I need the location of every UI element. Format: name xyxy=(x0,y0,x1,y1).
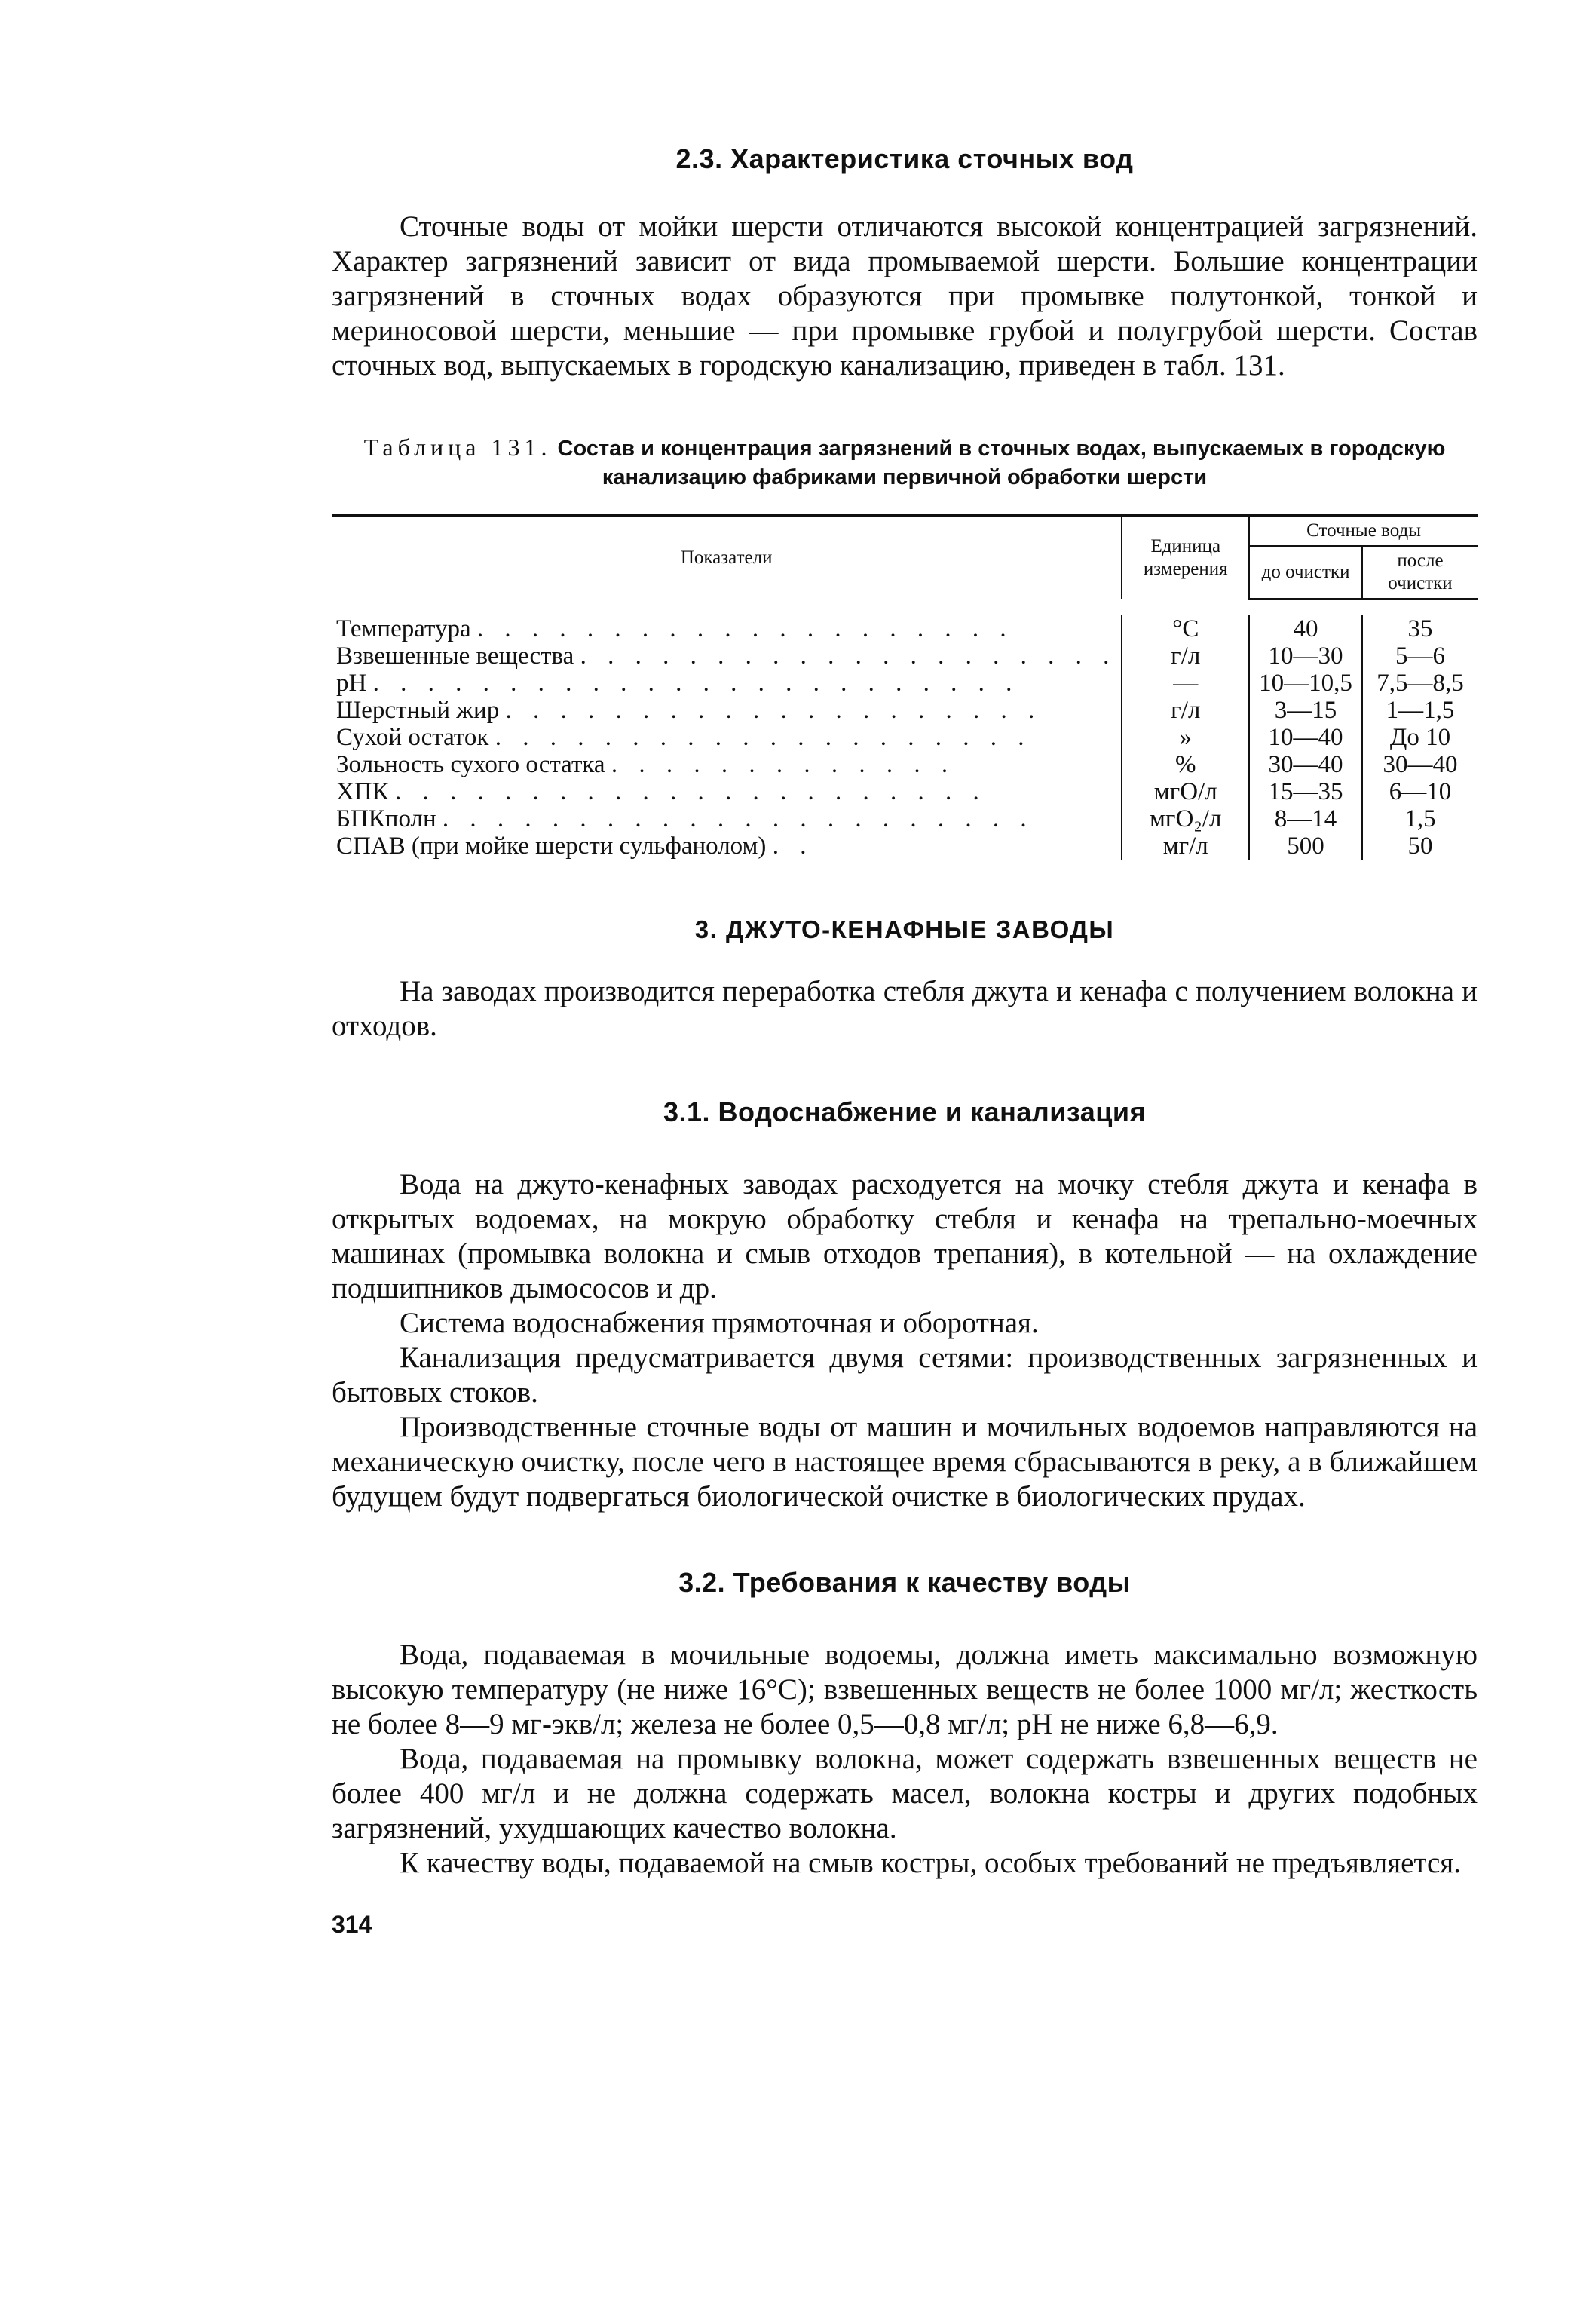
row-before: 10—30 xyxy=(1249,642,1362,670)
row-unit: % xyxy=(1122,751,1249,778)
row-before: 15—35 xyxy=(1249,778,1362,805)
row-before: 10—40 xyxy=(1249,724,1362,751)
row-name: Взвешенные вещества . . . . . . . . . . . . . . . . . . . . xyxy=(336,642,1117,670)
heading-3-2: 3.2. Требования к качеству воды xyxy=(678,1567,1131,1598)
row-unit: г/л xyxy=(1122,642,1249,670)
table-row xyxy=(332,642,1478,670)
heading-3-1: 3.1. Водоснабжение и канализация xyxy=(663,1096,1147,1127)
row-name: СПАВ (при мойке шерсти сульфанолом) . . xyxy=(336,832,814,860)
row-before: 30—40 xyxy=(1249,751,1362,778)
paragraph-3-1-c: Канализация предусматривается двумя сетями: производственных загрязненных и бытовых стоков. xyxy=(332,1341,1478,1409)
table-row xyxy=(332,724,1478,751)
table-row xyxy=(332,832,1478,860)
row-unit: мг/л xyxy=(1122,832,1249,860)
row-unit: » xyxy=(1122,724,1249,751)
table-row xyxy=(332,670,1478,697)
paragraph-3-2-b: Вода, подаваемая на промывку волокна, может содержать взвешенных веществ не более 400 мг/л и не должна содержать масел, волокна костры и других подобных загрязнений, ухудшающих качество волокна. xyxy=(332,1743,1478,1844)
table-row xyxy=(332,751,1478,778)
row-after: 5—6 xyxy=(1362,642,1478,670)
paragraph-3-2-a: Вода, подаваемая в мочильные водоемы, должна иметь максимально возможную высокую температуру (не ниже 16°С); взвешенных веществ не более 1000 мг/л; жесткость не более 8—9 мг-экв/л; железа не более 0,5—0,8 мг/л; pH не ниже 6,8—6,9. xyxy=(332,1639,1478,1740)
paragraph-3-2-c: К качеству воды, подаваемой на смыв костры, особых требований не предъявляется. xyxy=(400,1847,1461,1879)
row-before: 8—14 xyxy=(1249,805,1362,832)
paragraph-3-1-b: Система водоснабжения прямоточная и оборотная. xyxy=(400,1307,1039,1339)
header-before: до очистки xyxy=(1249,546,1362,599)
paragraph-2-3: Сточные воды от мойки шерсти отличаются высокой концентрацией загрязнений. Характер загрязнений зависит от вида промываемой шерсти. Большие концентрации загрязнений в сточных водах образуются при промывке полутонкой, тонкой и мериносовой шерсти, меньшие — при промывке грубой и полугрубой шерсти. Состав сточных вод, выпускаемых в городскую канализацию, приведен в табл. 131. xyxy=(332,210,1478,382)
row-name: Температура . . . . . . . . . . . . . . . . . . . . xyxy=(336,615,1014,642)
row-after: 30—40 xyxy=(1362,751,1478,778)
table-caption-label: Таблица 131. xyxy=(363,434,552,461)
row-after: До 10 xyxy=(1362,724,1478,751)
row-after: 35 xyxy=(1362,615,1478,642)
table-caption-text: Состав и концентрация загрязнений в сточных водах, выпускаемых в городскую канализацию фабриками первичной обработки шерсти xyxy=(557,437,1446,489)
paragraph-3-1-d: Производственные сточные воды от машин и мочильных водоемов направляются на механическую очистку, после чего в настоящее время сбрасываются в реку, а в ближайшем будущем будут подвергаться биологической очистке в биологических прудах. xyxy=(332,1411,1478,1513)
row-name: ХПК . . . . . . . . . . . . . . . . . . . . . . xyxy=(336,778,987,805)
row-unit: °С xyxy=(1122,615,1249,642)
row-before: 3—15 xyxy=(1249,697,1362,724)
row-unit: мгО₂/л xyxy=(1122,805,1249,832)
row-after: 7,5—8,5 xyxy=(1362,670,1478,697)
table-row xyxy=(332,615,1478,642)
paragraph-3-1-a: Вода на джуто-кенафных заводах расходуется на мочку стебля джута и кенафа в открытых водоемах, на мокрую обработку стебля и кенафа на трепально-моечных машинах (промывка волокна и смыв отходов трепания), в котельной — на охлаждение подшипников дымососов и др. xyxy=(332,1168,1478,1305)
row-unit: г/л xyxy=(1122,697,1249,724)
table-caption xyxy=(332,433,1478,492)
row-name: Сухой остаток . . . . . . . . . . . . . . . . . . . . xyxy=(336,724,1032,751)
row-name: Шерстный жир . . . . . . . . . . . . . . . . . . . . xyxy=(336,697,1043,724)
page-number: 314 xyxy=(332,1911,372,1938)
header-unit: Единица измерения xyxy=(1122,516,1249,599)
row-name: БПКполн . . . . . . . . . . . . . . . . . . . . . . xyxy=(336,805,1034,832)
pollution-table xyxy=(332,514,1478,866)
table-row xyxy=(332,805,1478,832)
row-name: Зольность сухого остатка . . . . . . . . . . . . . xyxy=(336,751,956,778)
header-wastewater: Сточные воды xyxy=(1249,516,1478,547)
heading-3: 3. ДЖУТО-КЕНАФНЫЕ ЗАВОДЫ xyxy=(694,915,1115,943)
page xyxy=(332,143,1478,1939)
row-name: pH . . . . . . . . . . . . . . . . . . . . . . . . xyxy=(336,670,1020,697)
paragraph-3: На заводах производится переработка стебля джута и кенафа с получением волокна и отходов. xyxy=(332,975,1478,1042)
row-after: 6—10 xyxy=(1362,778,1478,805)
table-row xyxy=(332,697,1478,724)
row-before: 10—10,5 xyxy=(1249,670,1362,697)
row-unit: мгО/л xyxy=(1122,778,1249,805)
table-row xyxy=(332,778,1478,805)
row-after: 1,5 xyxy=(1362,805,1478,832)
row-after: 1—1,5 xyxy=(1362,697,1478,724)
row-before: 40 xyxy=(1249,615,1362,642)
row-after: 50 xyxy=(1362,832,1478,860)
row-before: 500 xyxy=(1249,832,1362,860)
header-after: после очистки xyxy=(1362,546,1478,599)
row-unit: — xyxy=(1122,670,1249,697)
header-indicator: Показатели xyxy=(332,516,1122,599)
heading-2-3: 2.3. Характеристика сточных вод xyxy=(675,143,1134,174)
